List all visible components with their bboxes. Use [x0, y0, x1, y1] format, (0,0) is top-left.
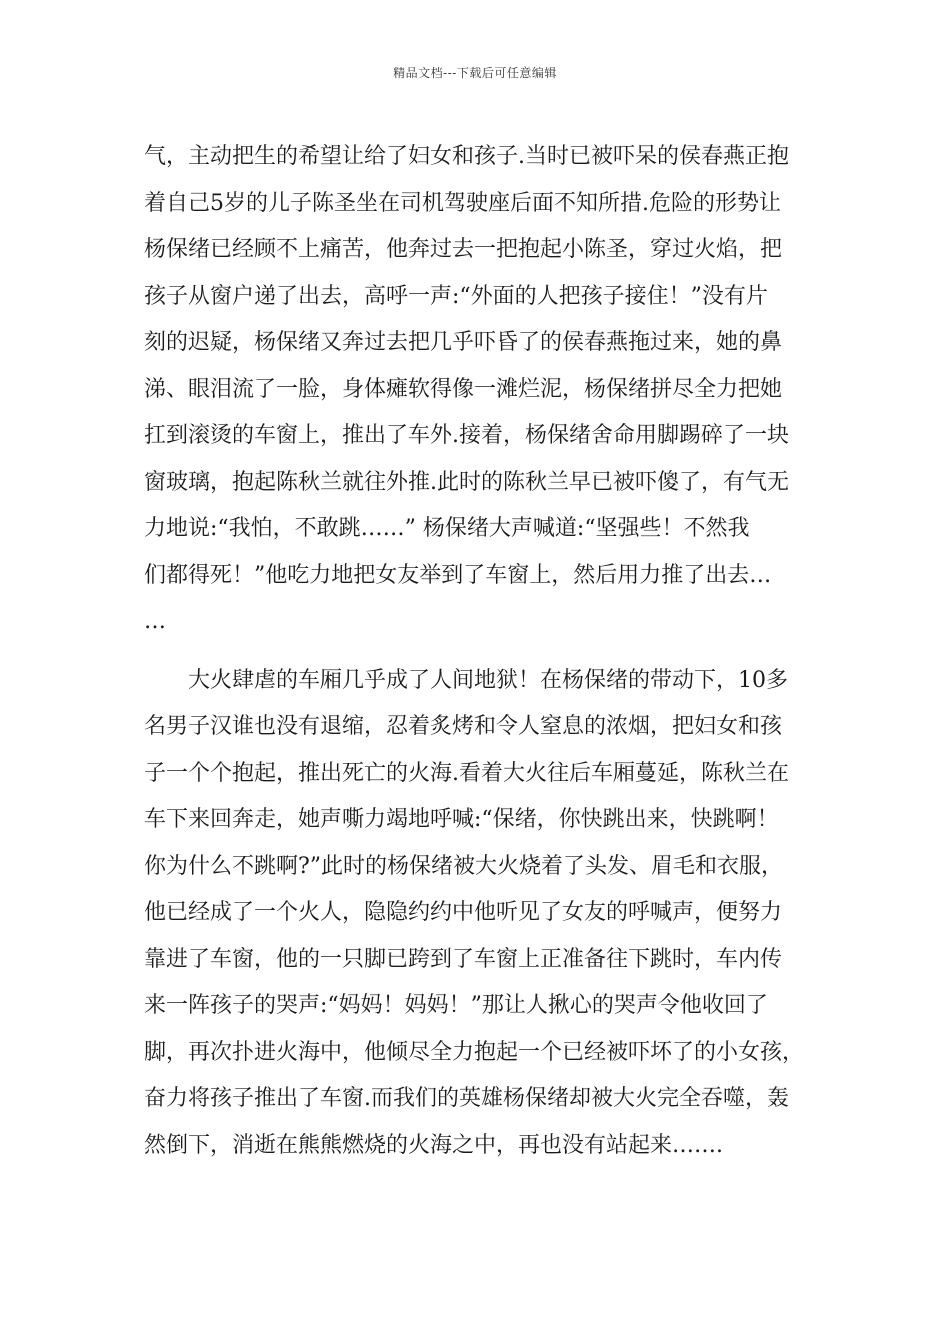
- text-line: 涕、眼泪流了一脸，身体瘫软得像一滩烂泥，杨保绪拼尽全力把她: [144, 376, 783, 402]
- text-line: 名男子汉谁也没有退缩，忍着炙烤和令人窒息的浓烟，把妇女和孩: [144, 714, 783, 739]
- text-line: 杨保绪已经顾不上痛苦，他奔过去一把抱起小陈圣，穿过火焰，把: [144, 237, 783, 262]
- text-line: …: [144, 609, 166, 634]
- text-line: 力地说:“我怕，不敢跳……” 杨保绪大声喊道:“坚强些！不然我: [144, 516, 750, 541]
- paragraph-spacer: [144, 646, 806, 658]
- document-body: [144, 134, 806, 1169]
- paragraph-1: [144, 134, 806, 646]
- text-line: 你为什么不跳啊?”此时的杨保绪被大火烧着了头发、眉毛和衣服，: [144, 853, 784, 879]
- paragraph-2: [144, 658, 806, 1170]
- text-line: 车下来回奔走，她声嘶力竭地呼喊:“保绪，你快跳出来，快跳啊！: [144, 807, 779, 832]
- text-line: 来一阵孩子的哭声:“妈妈！妈妈！”那让人揪心的哭声令他收回了: [144, 993, 768, 1018]
- text-line: 气，主动把生的希望让给了妇女和孩子.当时已被吓呆的侯春燕正抱: [144, 144, 789, 169]
- text-line: 着自己5岁的儿子陈圣坐在司机驾驶座后面不知所措.危险的形势让: [144, 190, 781, 216]
- page-header: 精品文档---下载后可任意编辑: [393, 66, 557, 80]
- text-line: 子一个个抱起，推出死亡的火海.看着大火往后车厢蔓延，陈秋兰在: [144, 760, 789, 786]
- text-line: 刻的迟疑，杨保绪又奔过去把几乎吓昏了的侯春燕拖过来，她的鼻: [144, 330, 783, 355]
- text-line: 然倒下，消逝在熊熊燃烧的火海之中，再也没有站起来…….: [144, 1132, 723, 1158]
- text-line: 他已经成了一个火人，隐隐约约中他听见了女友的呼喊声，便努力: [144, 900, 783, 925]
- text-line: 靠进了车窗，他的一只脚已跨到了车窗上正准备往下跳时，车内传: [144, 946, 783, 972]
- text-line: 奋力将孩子推出了车窗.而我们的英雄杨保绪却被大火完全吞噬，轰: [144, 1086, 789, 1111]
- text-line: 窗玻璃，抱起陈秋兰就往外推.此时的陈秋兰早已被吓傻了，有气无: [144, 469, 789, 495]
- text-line: 孩子从窗户递了出去，高呼一声:“外面的人把孩子接住！”没有片: [144, 283, 768, 309]
- text-line: 扛到滚烫的车窗上，推出了车外.接着，杨保绪舍命用脚踢碎了一块: [144, 423, 789, 448]
- text-line: 脚，再次扑进火海中，他倾尽全力抱起一个已经被吓坏了的小女孩，: [144, 1039, 805, 1065]
- text-line: 们都得死！”他吃力地把女友举到了车窗上，然后用力推了出去…: [144, 562, 772, 588]
- text-line: 大火肆虐的车厢几乎成了人间地狱！在杨保绪的带动下，10多: [144, 667, 788, 693]
